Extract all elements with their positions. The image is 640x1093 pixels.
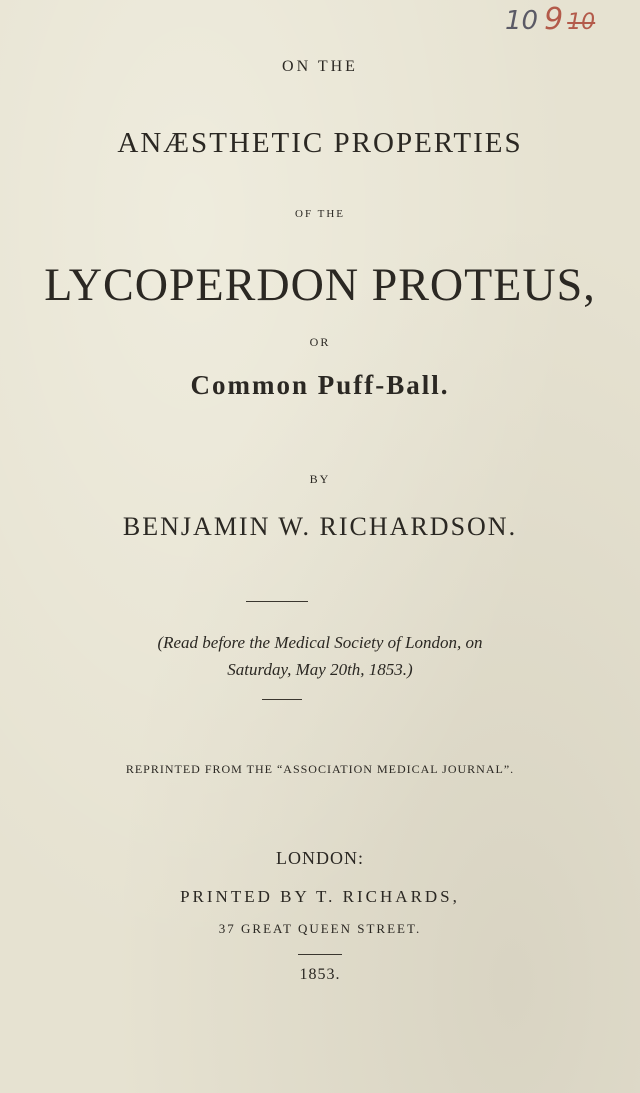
title-line-lycoperdon: LYCOPERDON PROTEUS, — [44, 259, 596, 311]
imprint-printer: PRINTED BY T. RICHARDS, — [180, 887, 460, 906]
of-the-text: OF THE — [295, 208, 345, 220]
divider-rule — [246, 601, 308, 602]
handwritten-struck-number: 10 — [567, 10, 596, 35]
handwritten-nine: 9 — [544, 2, 564, 37]
common-name-blackletter: Common Puff-Ball. — [190, 370, 450, 400]
handwritten-number: 10 — [505, 6, 539, 36]
handwritten-annotation — [505, 2, 595, 37]
imprint-city: LONDON: — [276, 848, 364, 868]
read-before-line-2: Saturday, May 20th, 1853.) — [227, 660, 413, 679]
imprint-year: 1853. — [299, 966, 341, 983]
author-name: BENJAMIN W. RICHARDSON. — [122, 512, 518, 541]
on-the-text: ON THE — [282, 58, 358, 75]
read-before-line-1: (Read before the Medical Society of London, on — [157, 633, 483, 652]
divider-rule — [262, 699, 302, 700]
or-text: OR — [309, 335, 331, 349]
title-line-anaesthetic: ANÆSTHETIC PROPERTIES — [117, 127, 523, 159]
imprint-address: 37 GREAT QUEEN STREET. — [218, 921, 422, 936]
by-text: BY — [309, 472, 331, 486]
reprinted-from-note: REPRINTED FROM THE “ASSOCIATION MEDICAL JOURNAL”. — [125, 762, 515, 776]
divider-rule — [298, 954, 342, 955]
read-before-note — [0, 629, 640, 683]
